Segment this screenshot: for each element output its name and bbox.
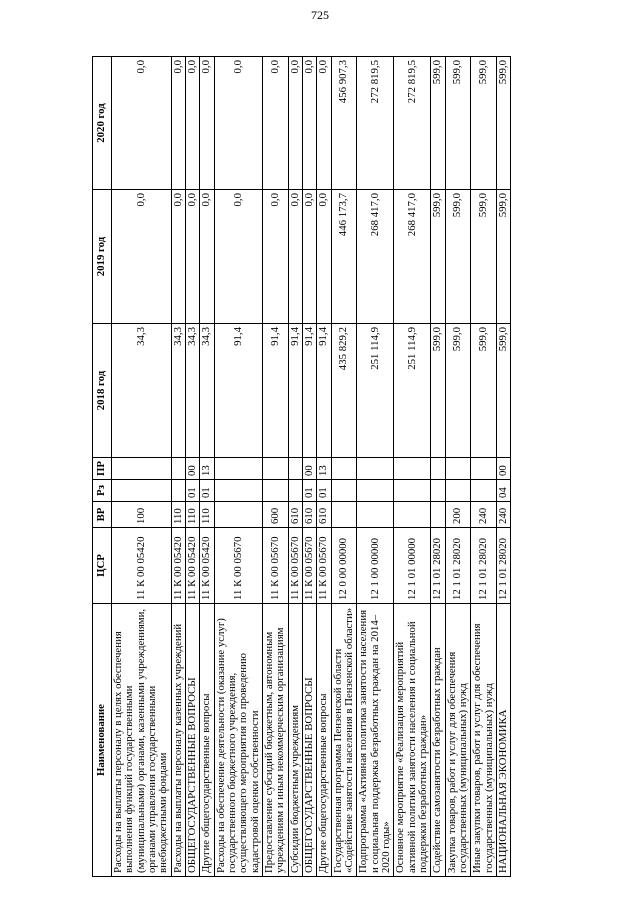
- row-2018-value: 251 114,9: [357, 324, 394, 458]
- row-vr-cell: 600: [262, 502, 288, 528]
- row-2019-value: 446 173,7: [331, 190, 357, 324]
- row-2018-value: 251 114,9: [394, 324, 431, 458]
- row-rz-cell: [331, 480, 357, 502]
- row-2019-value: 0,0: [200, 190, 214, 324]
- row-rz-cell: [431, 480, 445, 502]
- table-row: [200, 57, 214, 877]
- row-rz-cell: [357, 480, 394, 502]
- row-csr-cell: 12 1 00 00000: [357, 528, 394, 604]
- table-row: [185, 57, 199, 877]
- row-pr-cell: 13: [200, 458, 214, 480]
- row-2019-value: 0,0: [317, 190, 331, 324]
- row-csr-cell: 11 К 00 05420: [185, 528, 199, 604]
- row-2019-value: 0,0: [288, 190, 302, 324]
- row-name-cell: Субсидии бюджетным учреждениям: [288, 604, 302, 877]
- row-rz-cell: [171, 480, 185, 502]
- row-2020-value: 272 819,5: [357, 57, 394, 190]
- row-2018-value: 599,0: [471, 324, 497, 458]
- row-2018-value: 91,4: [262, 324, 288, 458]
- row-name-cell: Другие общегосударственные вопросы: [317, 604, 331, 877]
- table-row: [171, 57, 185, 877]
- row-pr-cell: 13: [317, 458, 331, 480]
- row-2020-value: 0,0: [288, 57, 302, 190]
- row-name-cell: Другие общегосударственные вопросы: [200, 604, 214, 877]
- row-pr-cell: [331, 458, 357, 480]
- row-2018-value: 34,3: [185, 324, 199, 458]
- table-row: [112, 57, 172, 877]
- row-2019-value: 268 417,0: [357, 190, 394, 324]
- row-2019-value: 599,0: [445, 190, 471, 324]
- row-pr-cell: [112, 458, 172, 480]
- header-name: Наименование: [93, 604, 112, 877]
- row-vr-cell: 240: [471, 502, 497, 528]
- table-row: [214, 57, 262, 877]
- row-2020-value: 0,0: [185, 57, 199, 190]
- rotated-table-container: [92, 56, 511, 877]
- table-header-row: [93, 57, 112, 877]
- header-rz: Рз: [93, 480, 112, 502]
- row-vr-cell: 110: [200, 502, 214, 528]
- row-pr-cell: [471, 458, 497, 480]
- table-row: [471, 57, 497, 877]
- header-2018: 2018 год: [93, 324, 112, 458]
- row-name-cell: НАЦИОНАЛЬНАЯ ЭКОНОМИКА: [496, 604, 510, 877]
- header-csr: ЦСР: [93, 528, 112, 604]
- table-row: [331, 57, 357, 877]
- row-2018-value: 435 829,2: [331, 324, 357, 458]
- row-rz-cell: 01: [185, 480, 199, 502]
- row-2020-value: 0,0: [317, 57, 331, 190]
- row-2020-value: 0,0: [171, 57, 185, 190]
- row-name-cell: Иные закупки товаров, работ и услуг для обеспечения государственных (муниципальных) нужд: [471, 604, 497, 877]
- row-name-cell: Расходы на обеспечение деятельности (оказание услуг) государственного бюджетного учреждения, осуществляющего мероприятия по проведению кадастровой оценки собственности: [214, 604, 262, 877]
- row-2020-value: 0,0: [200, 57, 214, 190]
- page-number: 725: [311, 8, 329, 22]
- row-vr-cell: [331, 502, 357, 528]
- row-2018-value: 34,3: [200, 324, 214, 458]
- row-rz-cell: 01: [200, 480, 214, 502]
- row-rz-cell: [262, 480, 288, 502]
- row-2020-value: 272 819,5: [394, 57, 431, 190]
- row-name-cell: Основное мероприятие «Реализация мероприятий активной политики занятости населения и социальной поддержки безработных граждан»: [394, 604, 431, 877]
- row-pr-cell: [357, 458, 394, 480]
- row-2018-value: 599,0: [496, 324, 510, 458]
- row-csr-cell: 12 1 01 28020: [496, 528, 510, 604]
- row-pr-cell: [171, 458, 185, 480]
- row-2020-value: 456 907,3: [331, 57, 357, 190]
- row-2020-value: 599,0: [431, 57, 445, 190]
- row-vr-cell: 610: [317, 502, 331, 528]
- row-2020-value: 599,0: [496, 57, 510, 190]
- row-rz-cell: 01: [302, 480, 316, 502]
- table-row: [288, 57, 302, 877]
- row-2018-value: 91,4: [214, 324, 262, 458]
- row-2020-value: 0,0: [112, 57, 172, 190]
- row-2020-value: 0,0: [214, 57, 262, 190]
- row-2018-value: 34,3: [112, 324, 172, 458]
- row-2020-value: 599,0: [445, 57, 471, 190]
- row-csr-cell: 12 0 00 00000: [331, 528, 357, 604]
- table-row: [262, 57, 288, 877]
- row-2020-value: 0,0: [302, 57, 316, 190]
- table-row: [302, 57, 316, 877]
- row-name-cell: Подпрограмма «Активная политика занятости населения и социальная поддержка безработных граждан на 2014–2020 годы»: [357, 604, 394, 877]
- row-2019-value: 599,0: [431, 190, 445, 324]
- row-csr-cell: 11 К 00 05420: [171, 528, 185, 604]
- row-vr-cell: [431, 502, 445, 528]
- table-row: [357, 57, 394, 877]
- row-name-cell: Закупка товаров, работ и услуг для обеспечения государственных (муниципальных) нужд: [445, 604, 471, 877]
- row-csr-cell: 12 1 01 00000: [394, 528, 431, 604]
- row-2020-value: 0,0: [262, 57, 288, 190]
- row-vr-cell: 100: [112, 502, 172, 528]
- row-2018-value: 599,0: [431, 324, 445, 458]
- row-vr-cell: 200: [445, 502, 471, 528]
- row-2019-value: 268 417,0: [394, 190, 431, 324]
- row-vr-cell: [357, 502, 394, 528]
- row-name-cell: Расходы на выплаты персоналу казенных учреждений: [171, 604, 185, 877]
- row-rz-cell: [214, 480, 262, 502]
- row-2019-value: 0,0: [214, 190, 262, 324]
- row-rz-cell: [112, 480, 172, 502]
- row-name-cell: Содействие самозанятости безработных граждан: [431, 604, 445, 877]
- row-rz-cell: [445, 480, 471, 502]
- row-pr-cell: 00: [496, 458, 510, 480]
- row-rz-cell: [288, 480, 302, 502]
- row-pr-cell: [394, 458, 431, 480]
- row-2019-value: 0,0: [171, 190, 185, 324]
- row-csr-cell: 11 К 00 05670: [288, 528, 302, 604]
- table-body: [112, 57, 511, 877]
- row-2018-value: 91,4: [302, 324, 316, 458]
- row-pr-cell: [288, 458, 302, 480]
- row-csr-cell: 11 К 00 05420: [112, 528, 172, 604]
- row-csr-cell: 11 К 00 05670: [214, 528, 262, 604]
- row-vr-cell: 610: [302, 502, 316, 528]
- row-csr-cell: 11 К 00 05670: [262, 528, 288, 604]
- row-rz-cell: [394, 480, 431, 502]
- row-2019-value: 0,0: [302, 190, 316, 324]
- row-name-cell: Государственная программа Пензенской области «Содействие занятости населения в Пензенской области»: [331, 604, 357, 877]
- row-pr-cell: [431, 458, 445, 480]
- row-pr-cell: [214, 458, 262, 480]
- row-2020-value: 599,0: [471, 57, 497, 190]
- budget-table: [92, 56, 511, 877]
- row-2018-value: 91,4: [317, 324, 331, 458]
- header-2020: 2020 год: [93, 57, 112, 190]
- table-row: [445, 57, 471, 877]
- row-vr-cell: 610: [288, 502, 302, 528]
- table-row: [394, 57, 431, 877]
- row-vr-cell: [394, 502, 431, 528]
- row-csr-cell: 12 1 01 28020: [431, 528, 445, 604]
- row-csr-cell: 11 К 00 05420: [200, 528, 214, 604]
- header-vr: ВР: [93, 502, 112, 528]
- row-2019-value: 0,0: [262, 190, 288, 324]
- row-2018-value: 599,0: [445, 324, 471, 458]
- row-csr-cell: 12 1 01 28020: [471, 528, 497, 604]
- row-2019-value: 0,0: [185, 190, 199, 324]
- row-vr-cell: 110: [171, 502, 185, 528]
- row-vr-cell: 110: [185, 502, 199, 528]
- row-name-cell: Предоставление субсидий бюджетным, автономным учреждениям и иным некоммерческим организациям: [262, 604, 288, 877]
- row-vr-cell: [214, 502, 262, 528]
- row-name-cell: ОБЩЕГОСУДАРСТВЕННЫЕ ВОПРОСЫ: [302, 604, 316, 877]
- row-csr-cell: 12 1 01 28020: [445, 528, 471, 604]
- row-csr-cell: 11 К 00 05670: [302, 528, 316, 604]
- row-name-cell: Расходы на выплаты персоналу в целях обеспечения выполнения функций государственными (муниципальными) органами, казенными учреждениями, органами управления государственными внебюджетными фондами: [112, 604, 172, 877]
- row-rz-cell: 04: [496, 480, 510, 502]
- row-2018-value: 91,4: [288, 324, 302, 458]
- row-2018-value: 34,3: [171, 324, 185, 458]
- row-pr-cell: 00: [185, 458, 199, 480]
- row-pr-cell: 00: [302, 458, 316, 480]
- row-pr-cell: [262, 458, 288, 480]
- row-2019-value: 599,0: [496, 190, 510, 324]
- header-pr: ПР: [93, 458, 112, 480]
- row-rz-cell: 01: [317, 480, 331, 502]
- table-row: [431, 57, 445, 877]
- row-name-cell: ОБЩЕГОСУДАРСТВЕННЫЕ ВОПРОСЫ: [185, 604, 199, 877]
- row-pr-cell: [445, 458, 471, 480]
- row-rz-cell: [471, 480, 497, 502]
- row-vr-cell: 240: [496, 502, 510, 528]
- row-2019-value: 0,0: [112, 190, 172, 324]
- header-2019: 2019 год: [93, 190, 112, 324]
- table-row: [496, 57, 510, 877]
- row-csr-cell: 11 К 00 05670: [317, 528, 331, 604]
- table-row: [317, 57, 331, 877]
- row-2019-value: 599,0: [471, 190, 497, 324]
